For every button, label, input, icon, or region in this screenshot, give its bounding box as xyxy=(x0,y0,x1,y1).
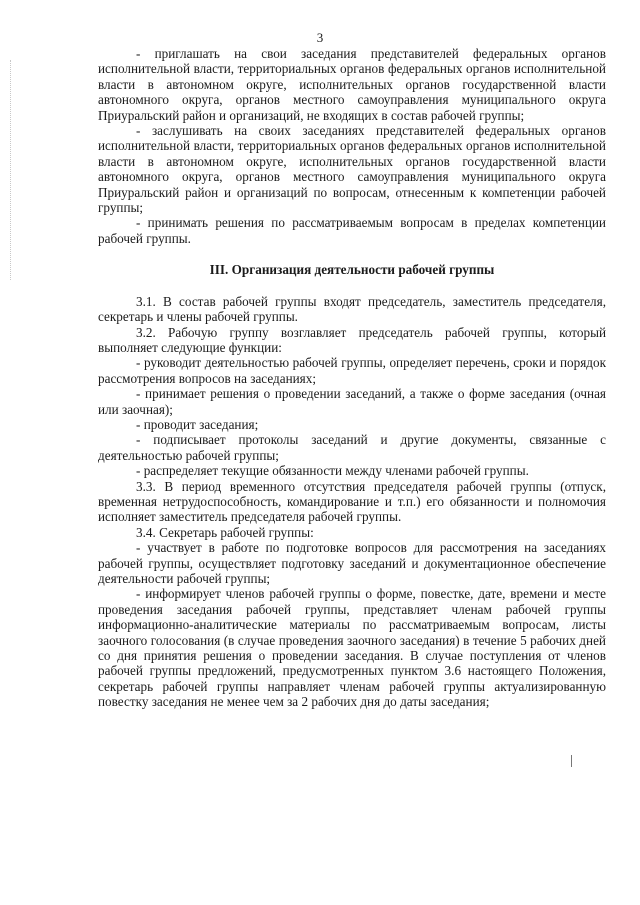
list-item: - проводит заседания; xyxy=(136,416,259,432)
list-item: - подписывает протоколы заседаний и другие документы, связанные с деятельностью рабочей группы; xyxy=(98,432,606,463)
paragraph-top-2: - заслушивать на своих заседаниях представителей федеральных органов исполнительной власти, территориальных органов федеральных органов исполнительной власти в автономном округе, исполнительных органов государственной власти автономного округа, органов местного самоуправления муниципального округа Приуральский район и организаций по вопросам, отнесенным к компетенции рабочей группы; xyxy=(98,123,606,216)
paragraph-top-3: - принимать решения по рассматриваемым вопросам в пределах компетенции рабочей группы. xyxy=(98,215,606,246)
list-item: - принимает решения о проведении заседаний, а также о форме заседания (очная или заочная); xyxy=(98,386,606,417)
list-item: - информирует членов рабочей группы о форме, повестке, дате, времени и месте проведения заседания рабочей группы, представляет членам рабочей группы информационно-аналитические материалы по рассматриваемым вопросам, листы заочного голосования (в случае проведения заочного заседания) в течение 5 рабочих дней со дня принятия решения о проведении заседания. В случае поступления от членов рабочей группы предложений, предусмотренных пунктом 3.6 настоящего Положения, секретарь рабочей группы направляет членам рабочей группы актуализированную повестку заседания не менее чем за 2 рабочих дня до даты заседания; xyxy=(98,586,606,710)
section-heading: III. Организация деятельности рабочей группы xyxy=(209,262,495,278)
document-body xyxy=(98,46,606,710)
clause-3-3: 3.3. В период временного отсутствия председателя рабочей группы (отпуск, временная нетрудоспособность, командирование и т.п.) его обязанности и полномочия исполняет заместитель председателя рабочей группы. xyxy=(98,478,606,525)
list-item: - распределяет текущие обязанности между членами рабочей группы. xyxy=(136,463,529,479)
scan-artifact-mark xyxy=(571,755,572,767)
page-number: 3 xyxy=(316,30,324,45)
paragraph-top-1: - приглашать на свои заседания представителей федеральных органов исполнительной власти, территориальных органов федеральных органов исполнительной власти в автономном округе, исполнительных органов государственной власти автономного округа, органов местного самоуправления муниципального округа Приуральский район и организаций, не входящих в состав рабочей группы; xyxy=(98,46,606,123)
scan-margin-mark xyxy=(10,60,11,280)
list-item: - руководит деятельностью рабочей группы, определяет перечень, сроки и порядок рассмотрения вопросов на заседаниях; xyxy=(98,355,606,386)
clause-3-4: 3.4. Секретарь рабочей группы: xyxy=(136,524,314,540)
list-item: - участвует в работе по подготовке вопросов для рассмотрения на заседаниях рабочей группы, осуществляет подготовку заседаний и документационное обеспечение деятельности рабочей группы; xyxy=(98,540,606,586)
clause-3-2: 3.2. Рабочую группу возглавляет председатель рабочей группы, который выполняет следующие функции: xyxy=(98,324,606,355)
clause-3-1: 3.1. В состав рабочей группы входят председатель, заместитель председателя, секретарь и члены рабочей группы. xyxy=(98,293,606,325)
